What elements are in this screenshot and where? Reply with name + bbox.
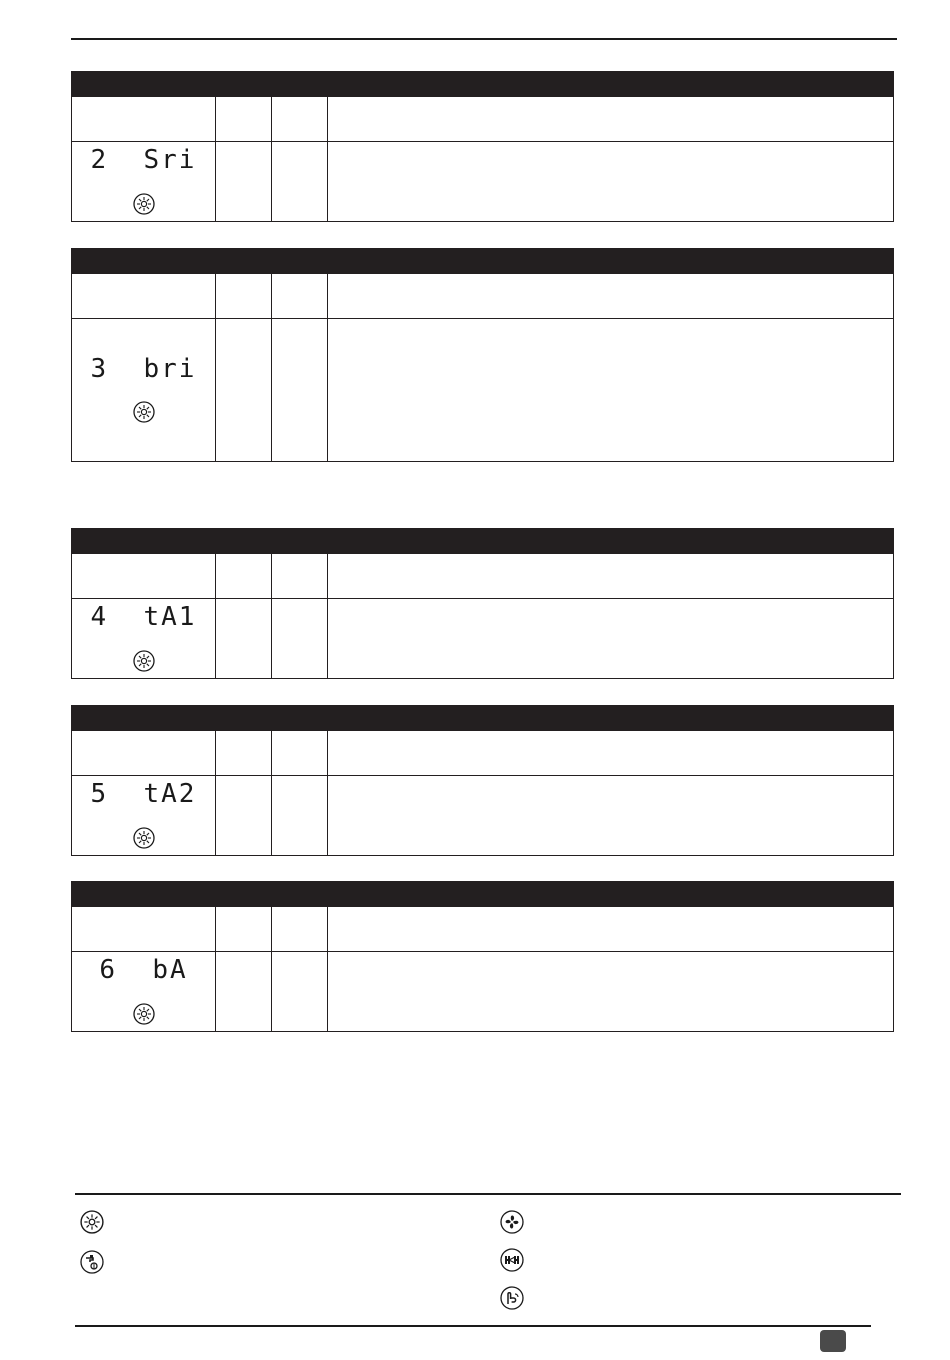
table-grid xyxy=(71,96,894,222)
table-header-bar xyxy=(71,71,894,96)
footer-rule xyxy=(75,1325,871,1327)
hand-icon xyxy=(500,1286,524,1310)
parameter-code: 2 Sri xyxy=(90,145,197,175)
table-header-bar xyxy=(71,705,894,730)
top-rule xyxy=(71,38,897,40)
parameter-code: 6 bA xyxy=(99,955,188,985)
param-table-5 xyxy=(71,705,894,856)
legend-top-rule xyxy=(75,1193,901,1195)
table-header-bar xyxy=(71,528,894,553)
sun-icon xyxy=(133,827,155,849)
parameter-code: 5 tA2 xyxy=(90,779,197,809)
tap-icon xyxy=(80,1250,104,1274)
parameter-code: 4 tA1 xyxy=(90,602,197,632)
sun-icon xyxy=(133,401,155,423)
table-grid xyxy=(71,906,894,1032)
table-grid xyxy=(71,273,894,462)
param-table-6 xyxy=(71,881,894,1032)
sun-icon xyxy=(133,1003,155,1025)
valve-icon xyxy=(500,1248,524,1272)
table-header-bar xyxy=(71,248,894,273)
table-grid xyxy=(71,730,894,856)
fan-icon xyxy=(500,1210,524,1234)
table-header-bar xyxy=(71,881,894,906)
sun-icon xyxy=(133,193,155,215)
parameter-code: 3 bri xyxy=(90,354,197,384)
page-number-badge xyxy=(820,1330,846,1352)
sun-icon xyxy=(133,650,155,672)
param-table-4 xyxy=(71,528,894,679)
param-table-2 xyxy=(71,71,894,222)
sun-icon xyxy=(80,1210,104,1234)
param-table-3 xyxy=(71,248,894,462)
table-grid xyxy=(71,553,894,679)
